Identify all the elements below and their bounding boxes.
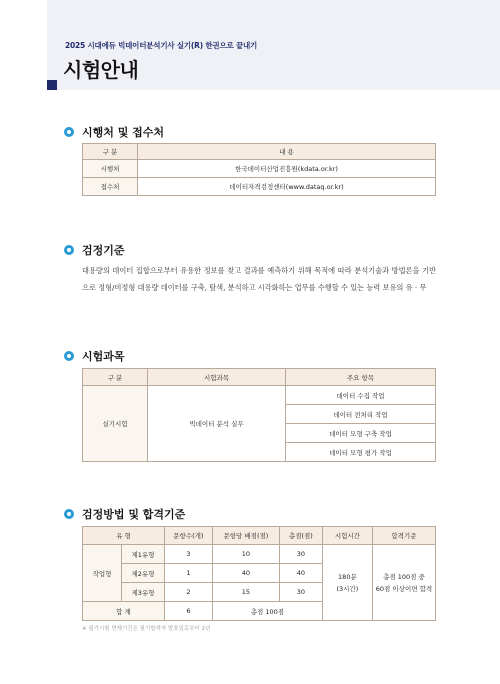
agency-row-label: 시행처 — [83, 160, 138, 178]
method-col-header: 문항수(개) — [164, 527, 212, 545]
method-group: 작업형 — [83, 545, 122, 602]
subjects-col-header: 시험과목 — [148, 369, 286, 386]
agency-col-header: 내 용 — [138, 144, 436, 160]
section-method-heading — [64, 506, 185, 522]
subjects-item: 데이터 전처리 작업 — [286, 405, 436, 424]
agency-row-value: 데이터자격검정센터(www.dataq.or.kr) — [138, 178, 436, 196]
subjects-item: 데이터 모형 구축 작업 — [286, 424, 436, 443]
method-pass-line: 60점 이상이면 합격 — [375, 584, 433, 593]
method-count: 3 — [164, 545, 212, 564]
page-header — [47, 0, 500, 90]
footnote: ※ 필기시험 면제기간은 필기합격자 발표일로부터 2년 — [82, 626, 211, 632]
section-agency-title: 시행처 및 접수처 — [82, 126, 165, 139]
page-title: 시험안내 — [63, 58, 139, 82]
subjects-col-header: 주요 항목 — [286, 369, 436, 386]
method-pass — [372, 545, 435, 621]
subjects-item: 데이터 모형 평가 작업 — [286, 443, 436, 462]
method-time-line: (3시간) — [336, 584, 359, 593]
section-subjects-title: 시험과목 — [82, 350, 125, 363]
subjects-table — [82, 368, 436, 462]
bullet-icon — [64, 245, 74, 255]
method-type: 제1유형 — [122, 545, 165, 564]
bullet-icon — [64, 509, 74, 519]
header-accent — [47, 80, 57, 90]
subjects-item: 데이터 수집 작업 — [286, 386, 436, 405]
method-points: 15 — [212, 583, 279, 602]
book-subtitle: 2025 시대에듀 빅데이터분석기사 실기(R) 한권으로 끝내기 — [65, 41, 258, 50]
method-total: 30 — [279, 545, 322, 564]
method-col-header: 유 형 — [83, 527, 165, 545]
method-total-score: 총점 100점 — [212, 602, 322, 621]
method-pass-line: 총점 100점 중 — [383, 572, 425, 581]
agency-row-label: 접수처 — [83, 178, 138, 196]
method-col-header: 합격기준 — [372, 527, 435, 545]
method-col-header: 총점(점) — [279, 527, 322, 545]
method-col-header: 시험시간 — [322, 527, 372, 545]
section-agency-heading — [64, 124, 164, 140]
method-col-header: 문항당 배점(점) — [212, 527, 279, 545]
bullet-icon — [64, 351, 74, 361]
method-total-count: 6 — [164, 602, 212, 621]
bullet-icon — [64, 127, 74, 137]
section-method-title: 검정방법 및 합격기준 — [82, 508, 186, 521]
method-type: 제3유형 — [122, 583, 165, 602]
method-time-line: 180분 — [338, 572, 357, 581]
criteria-text: 대용량의 데이터 집합으로부터 유용한 정보를 찾고 결과를 예측하기 위해 목적에 따라 분석기술과 방법론을 기반으로 정형/비정형 대용량 데이터를 구축, 탐색, 분석하고 시각화하는 업무를 수행할 수 있는 능력 보유의 유 · 무 — [82, 266, 436, 292]
method-type: 제2유형 — [122, 564, 165, 583]
method-count: 2 — [164, 583, 212, 602]
section-criteria-heading — [64, 242, 125, 258]
section-criteria-title: 검정기준 — [82, 244, 125, 257]
method-table — [82, 526, 436, 621]
method-total: 30 — [279, 583, 322, 602]
subjects-category: 실기시험 — [83, 386, 148, 462]
method-time — [322, 545, 372, 621]
method-total-label: 합 계 — [83, 602, 165, 621]
agency-table — [82, 143, 436, 196]
agency-row-value: 한국데이터산업진흥원(kdata.or.kr) — [138, 160, 436, 178]
subjects-col-header: 구 분 — [83, 369, 148, 386]
method-count: 1 — [164, 564, 212, 583]
method-points: 40 — [212, 564, 279, 583]
agency-col-header: 구 분 — [83, 144, 138, 160]
subjects-subject: 빅데이터 분석 실무 — [148, 386, 286, 462]
method-points: 10 — [212, 545, 279, 564]
section-subjects-heading — [64, 348, 125, 364]
method-total: 40 — [279, 564, 322, 583]
